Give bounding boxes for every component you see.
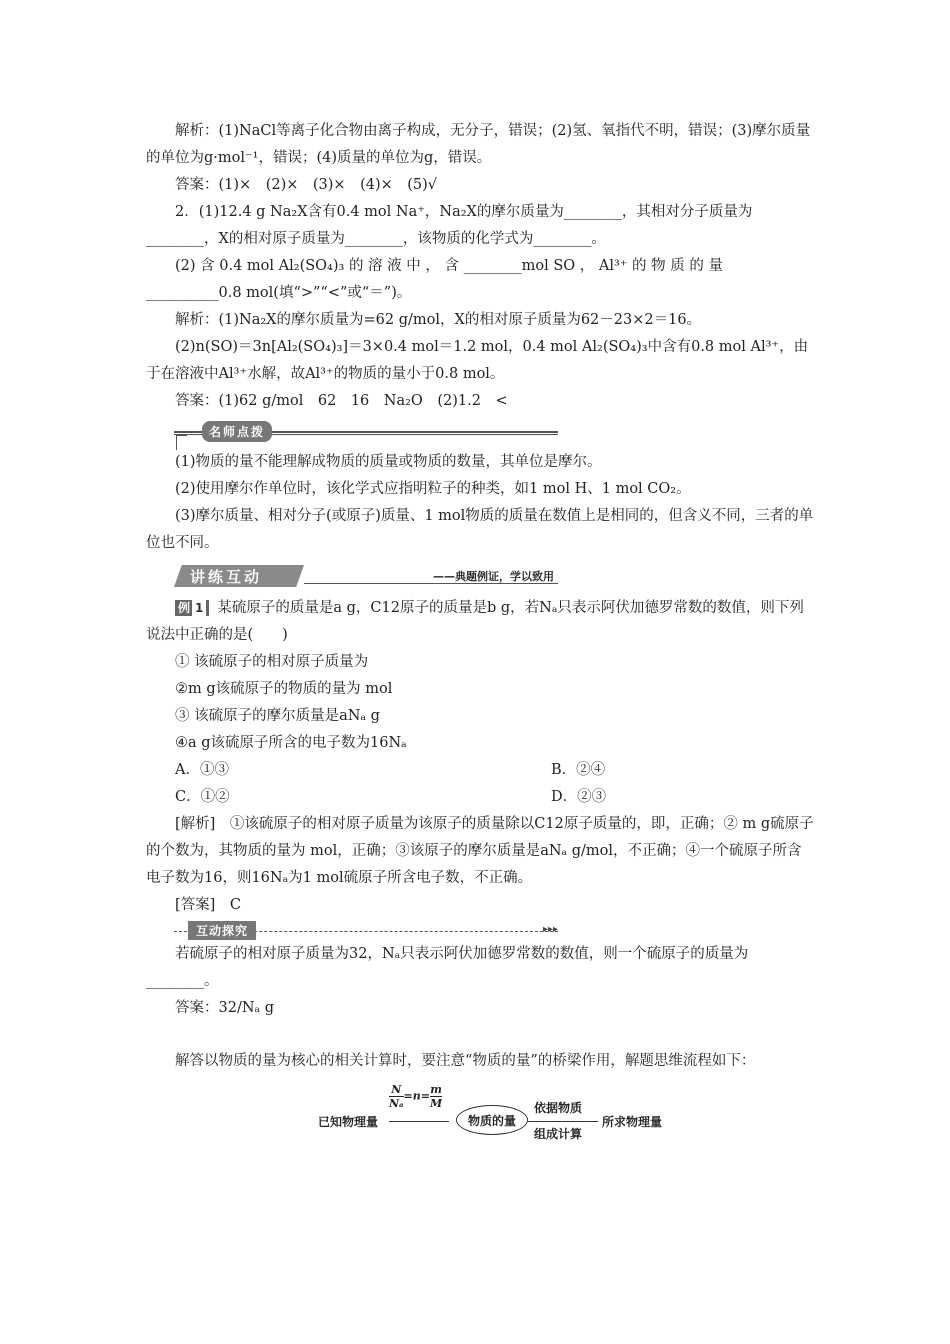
option-d: D．②③ — [551, 789, 607, 805]
fraction-n-over-na — [389, 1083, 404, 1110]
example-answer: [答案] C — [175, 897, 241, 913]
explore-banner — [146, 921, 814, 941]
statement-3: ③ 该硫原子的摩尔质量是aNₐ g — [175, 708, 380, 724]
flow-arrow-1 — [389, 1121, 449, 1122]
flow-end: 所求物理量 — [602, 1115, 663, 1129]
section-subtitle: ——典题例证，学以致用 — [433, 570, 554, 583]
statement-1: ① 该硫原子的相对原子质量为 — [175, 654, 369, 670]
solution-2-part-1: 解析：(1)Na₂X的摩尔质量为=62 g/mol，X的相对原子质量为62－23×2＝16。 — [175, 312, 702, 328]
section-title: 讲练互动 — [190, 568, 263, 586]
example-1-question — [146, 595, 814, 649]
formula-equals: =n= — [403, 1089, 430, 1103]
example-badge — [175, 600, 209, 616]
question-2-part-2: (2) 含 0.4 mol Al₂(SO₄)₃ 的 溶 液 中 ， 含 ________mol SO ， Al³⁺ 的 物 质 的 量 __________0.8 mol(填“>”“<”或“＝”)。 — [146, 258, 723, 301]
example-solution: [解析] ①该硫原子的相对原子质量为该原子的质量除以C12原子质量的，即，正确；② m g硫原子的个数为，其物质的量为 mol，正确；③该原子的摩尔质量是aNₐ g/mol，不正确；④一个硫原子所含电子数为16，则16Nₐ为1 mol硫原子所含电子数，不正确。 — [146, 816, 814, 886]
question-2-part-1: 2．(1)12.4 g Na₂X含有0.4 mol Na⁺，Na₂X的摩尔质量为________，其相对分子质量为________，X的相对原子质量为________，该物质的化学式为________。 — [146, 204, 753, 247]
document-page — [146, 118, 814, 1153]
tip-2: (2)使用摩尔作单位时，该化学式应指明粒子的种类，如1 mol H、1 mol CO₂。 — [175, 481, 691, 497]
example-text: 某硫原子的质量是a g，C12原子的质量是b g，若Nₐ只表示阿伏加德罗常数的数值，则下列说法中正确的是( ) — [146, 600, 804, 643]
flow-center-node: 物质的量 — [456, 1105, 528, 1135]
arrow-right-icon: ▸▸▸ — [542, 924, 558, 935]
tip-3: (3)摩尔质量、相对分子(或原子)质量、1 mol物质的质量在数值上是相同的，但含义不同，三者的单位也不同。 — [146, 508, 814, 551]
fraction-m-over-m — [430, 1083, 442, 1110]
flow-label-above: 依据物质 — [534, 1101, 583, 1115]
section-banner — [146, 565, 814, 589]
flow-arrow-2 — [528, 1121, 598, 1122]
flow-diagram — [146, 1083, 814, 1153]
solution-paragraph-1: 解析：(1)NaCl等离子化合物由离子构成，无分子，错误；(2)氢、氧指代不明，错误；(3)摩尔质量的单位为g·mol⁻¹，错误；(4)质量的单位为g，错误。 — [146, 123, 811, 166]
formula-n: N — [389, 1083, 404, 1097]
formula-na: Nₐ — [389, 1097, 404, 1110]
formula-molar-mass: M — [429, 1097, 443, 1110]
statement-2: ②m g该硫原子的物质的量为 mol — [175, 681, 393, 697]
answer-1: 答案：(1)× (2)× (3)× (4)× (5)√ — [175, 177, 438, 193]
tip-banner — [146, 419, 814, 449]
formula-m: m — [430, 1083, 442, 1096]
explore-answer: 答案：32/Nₐ g — [175, 1000, 275, 1016]
tip-tag: 名师点拨 — [202, 421, 272, 442]
option-a: A．①③ — [175, 762, 229, 778]
options-row-2 — [146, 784, 814, 811]
banner-bracket — [176, 435, 187, 450]
option-c: C．①② — [175, 789, 230, 805]
options-row-1 — [146, 757, 814, 784]
summary-paragraph: 解答以物质的量为核心的相关计算时，要注意“物质的量”的桥梁作用，解题思维流程如下： — [175, 1053, 756, 1069]
flow-start: 已知物理量 — [318, 1115, 379, 1129]
flow-label-below: 组成计算 — [534, 1127, 583, 1141]
explore-tag: 互动探究 — [188, 921, 256, 940]
solution-2-part-2: (2)n(SO)＝3n[Al₂(SO₄)₃]＝3×0.4 mol＝1.2 mol，0.4 mol Al₂(SO₄)₃中含有0.8 mol Al³⁺，由于在溶液中Al³⁺水解，故Al³⁺的物质的量小于0.8 mol。 — [146, 339, 809, 382]
tip-1: (1)物质的量不能理解成物质的质量或物质的数量，其单位是摩尔。 — [175, 454, 602, 470]
example-label: 例 — [178, 601, 191, 615]
statement-4: ④a g该硫原子所含的电子数为16Nₐ — [175, 735, 407, 751]
flow-formula — [389, 1083, 442, 1110]
explore-question: 若硫原子的相对原子质量为32，Nₐ只表示阿伏加德罗常数的数值，则一个硫原子的质量为________。 — [146, 946, 749, 989]
option-b: B．②④ — [551, 762, 606, 778]
answer-2: 答案：(1)62 g/mol 62 16 Na₂O (2)1.2 < — [175, 393, 508, 409]
example-number: 1 — [192, 600, 206, 616]
